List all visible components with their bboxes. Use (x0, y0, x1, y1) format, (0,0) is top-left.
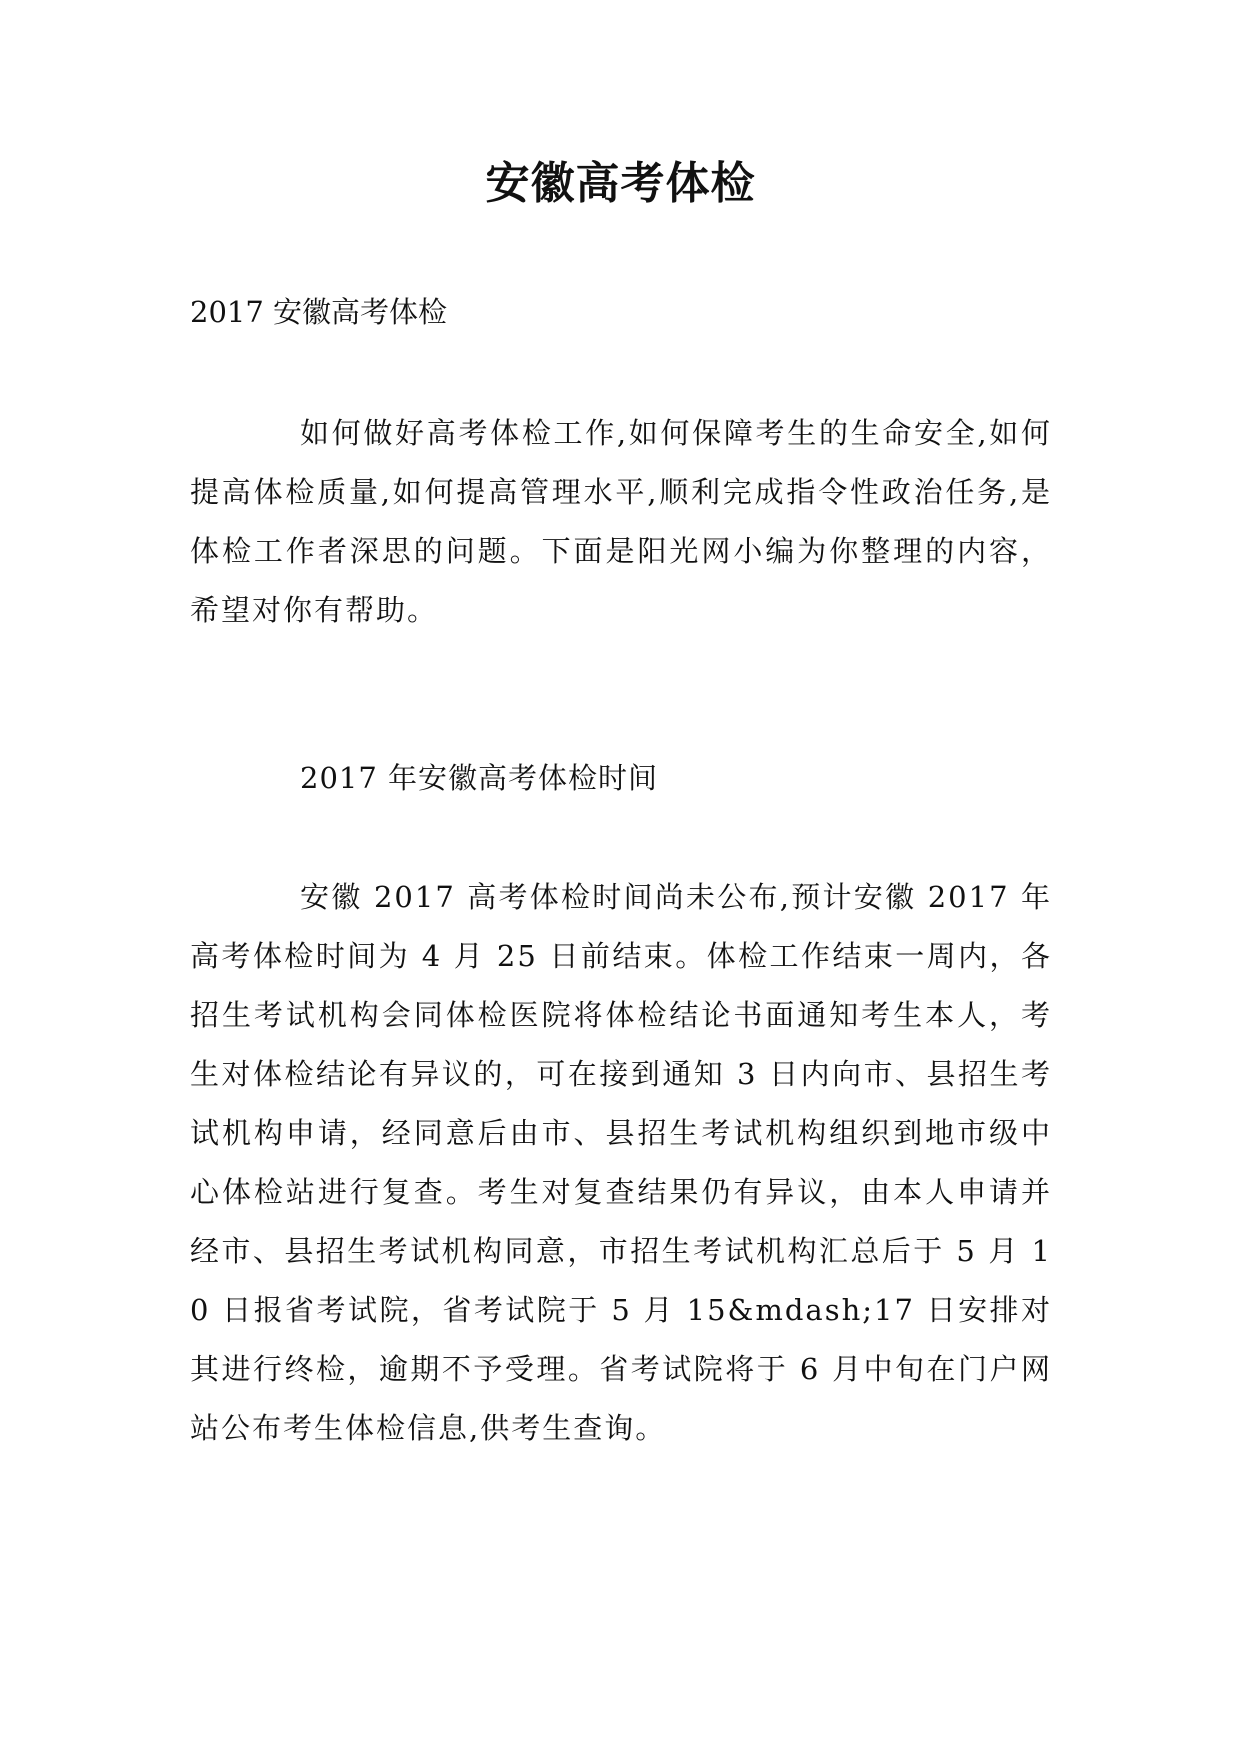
document-subtitle: 2017 安徽高考体检 (190, 295, 448, 329)
intro-paragraph: 如何做好高考体检工作,如何保障考生的生命安全,如何提高体检质量,如何提高管理水平,顺利完成指令性政治任务,是体检工作者深思的问题。下面是阳光网小编为你整理的内容，希望对你有帮助。 (190, 416, 1052, 627)
section-heading: 2017 年安徽高考体检时间 (300, 761, 659, 795)
document-title: 安徽高考体检 (485, 158, 756, 209)
body-paragraph: 安徽 2017 高考体检时间尚未公布,预计安徽 2017 年高考体检时间为 4 月 25 日前结束。体检工作结束一周内，各招生考试机构会同体检医院将体检结论书面通知考生本人，考生对体检结论有异议的，可在接到通知 3 日内向市、县招生考试机构申请，经同意后由市、县招生考试机构组织到地市级中心体检站进行复查。考生对复查结果仍有异议，由本人申请并经市、县招生考试机构同意，市招生考试机构汇总后于 5 月 10 日报省考试院，省考试院于 5 月 15&mdash;17 日安排对其进行终检，逾期不予受理。省考试院将于 6 月中旬在门户网站公布考生体检信息,供考生查询。 (190, 880, 1052, 1445)
